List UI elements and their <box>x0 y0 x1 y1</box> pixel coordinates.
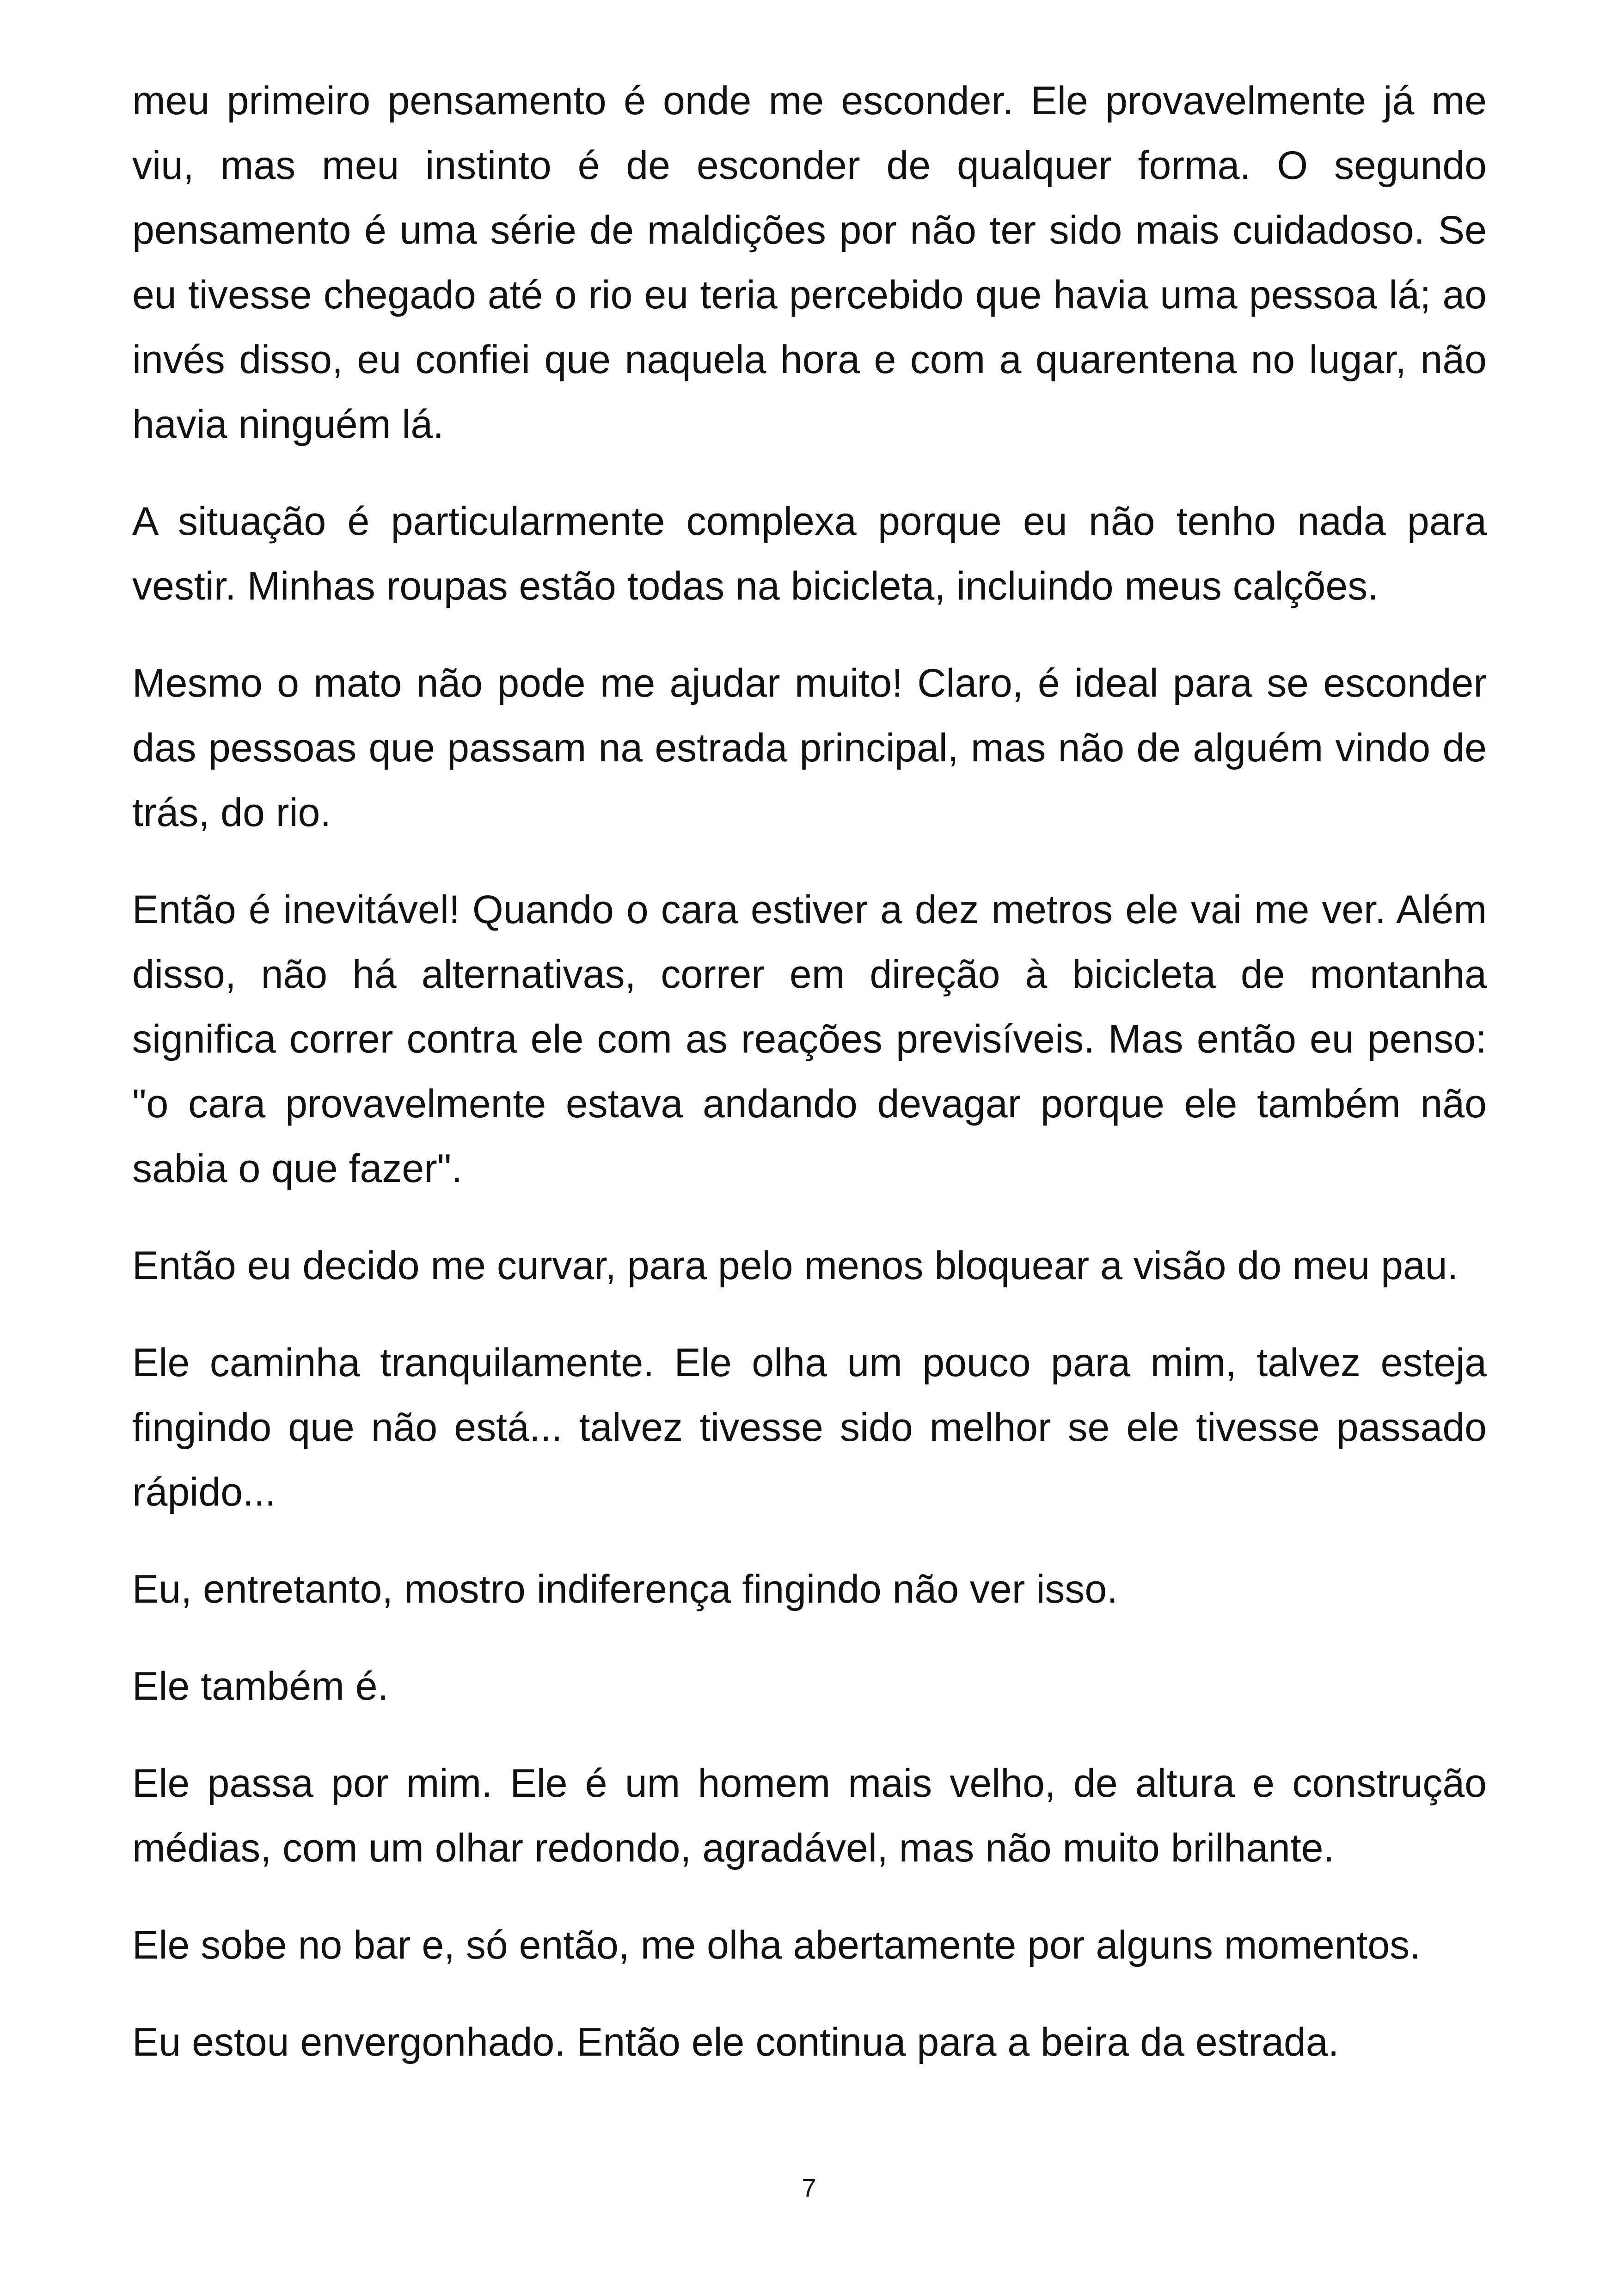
paragraph-2: A situação é particularmente complexa porque eu não tenho nada para vestir. Minhas roupas estão todas na bicicleta, incluindo meus calções. <box>132 499 1487 608</box>
paragraph-7: Eu, entretanto, mostro indiferença fingindo não ver isso. <box>132 1567 1118 1611</box>
paragraph-10: Ele sobe no bar e, só então, me olha abertamente por alguns momentos. <box>132 1923 1421 1967</box>
paragraph-6: Ele caminha tranquilamente. Ele olha um pouco para mim, talvez esteja fingindo que não está... talvez tivesse sido melhor se ele tivesse passado rápido... <box>132 1341 1487 1514</box>
text-body <box>132 68 1487 2107</box>
paragraph-9: Ele passa por mim. Ele é um homem mais velho, de altura e construção médias, com um olhar redondo, agradável, mas não muito brilhante. <box>132 1761 1487 1870</box>
paragraph-8: Ele também é. <box>132 1664 389 1708</box>
paragraph-1: meu primeiro pensamento é onde me esconder. Ele provavelmente já me viu, mas meu instinto é de esconder de qualquer forma. O segundo pensamento é uma série de maldições por não ter sido mais cuidadoso. Se eu tivesse chegado até o rio eu teria percebido que havia uma pessoa lá; ao invés disso, eu confiei que naquela hora e com a quarentena no lugar, não havia ninguém lá. <box>132 79 1487 447</box>
paragraph-3: Mesmo o mato não pode me ajudar muito! Claro, é ideal para se esconder das pessoas que passam na estrada principal, mas não de alguém vindo de trás, do rio. <box>132 661 1487 835</box>
page-number: 7 <box>802 2173 816 2202</box>
paragraph-4: Então é inevitável! Quando o cara estiver a dez metros ele vai me ver. Além disso, não há alternativas, correr em direção à bicicleta de montanha significa correr contra ele com as reações previsíveis. Mas então eu penso: "o cara provavelmente estava andando devagar porque ele também não sabia o que fazer". <box>132 888 1487 1191</box>
paragraph-5: Então eu decido me curvar, para pelo menos bloquear a visão do meu pau. <box>132 1243 1459 1288</box>
paragraph-11: Eu estou envergonhado. Então ele continua para a beira da estrada. <box>132 2020 1339 2064</box>
